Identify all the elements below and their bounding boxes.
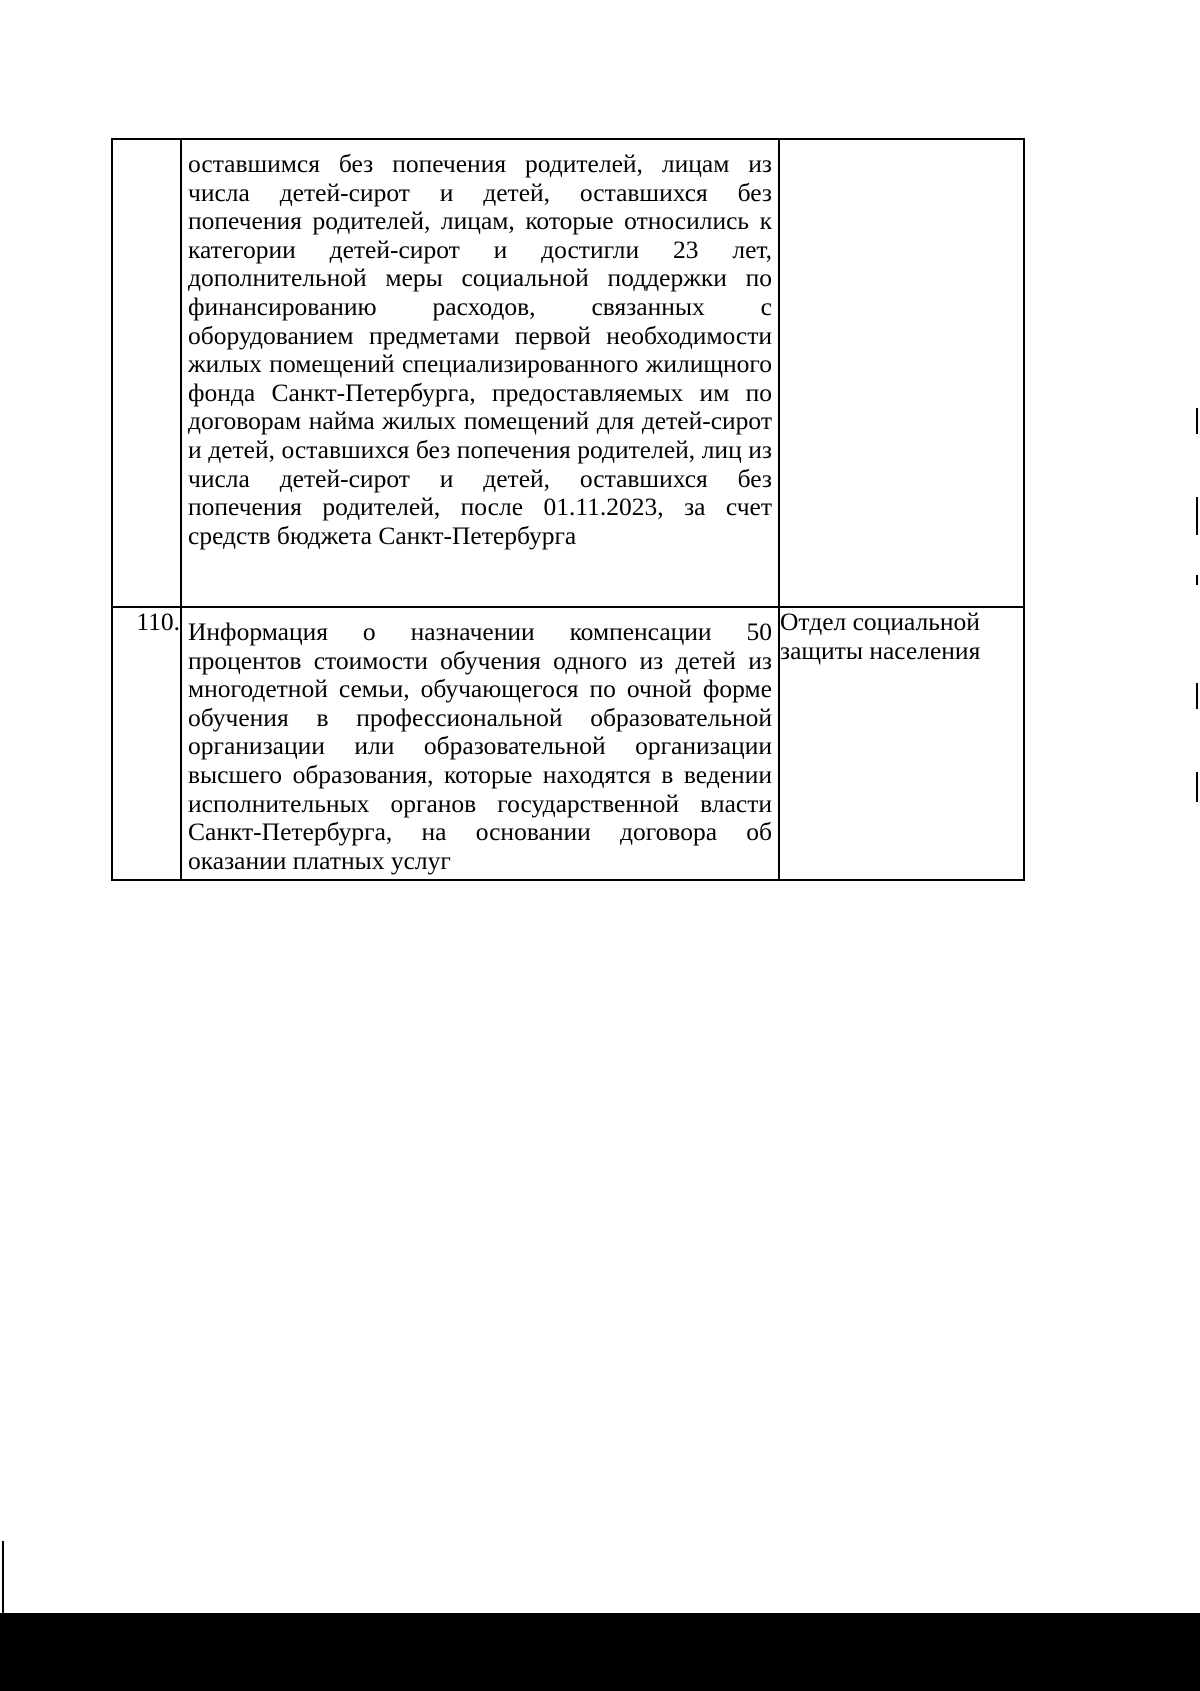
scan-border-bar	[0, 1613, 1200, 1691]
scan-artifact	[2, 1541, 4, 1613]
scan-artifact	[1196, 575, 1198, 585]
scan-artifact	[1196, 408, 1198, 434]
row-number: 110.	[112, 607, 181, 880]
row-description: оставшимся без попечения родителей, лицам из числа детей-сирот и детей, оставшихся без попечения родителей, лицам, которые относились к категории детей-сирот и достигли 23 лет, дополнительной меры социальной поддержки по финансированию расходов, связанных с оборудованием предметами первой необходимости жилых помещений специализированного жилищного фонда Санкт-Петербурга, предоставляемых им по договорам найма жилых помещений для детей-сирот и детей, оставшихся без попечения родителей, лиц из числа детей-сирот и детей, оставшихся без попечения родителей, после 01.11.2023, за счет средств бюджета Санкт-Петербурга	[188, 149, 772, 550]
scan-artifact	[1196, 497, 1198, 535]
row-description-cell	[181, 139, 779, 607]
row-description-cell	[181, 607, 779, 880]
table-row	[112, 139, 1024, 607]
services-table	[111, 138, 1025, 881]
row-responsible	[779, 139, 1024, 607]
row-description: Информация о назначении компенсации 50 процентов стоимости обучения одного из детей из многодетной семьи, обучающегося по очной форме обучения в профессиональной образовательной организации или образовательной организации высшего образования, которые находятся в ведении исполнительных органов государственной власти Санкт-Петербурга, на основании договора об оказании платных услуг	[188, 617, 772, 875]
row-responsible: Отдел социальной защиты населения	[779, 607, 1024, 880]
table-row	[112, 607, 1024, 880]
scan-artifact	[1196, 772, 1198, 802]
row-number	[112, 139, 181, 607]
scan-artifact	[1196, 683, 1198, 709]
